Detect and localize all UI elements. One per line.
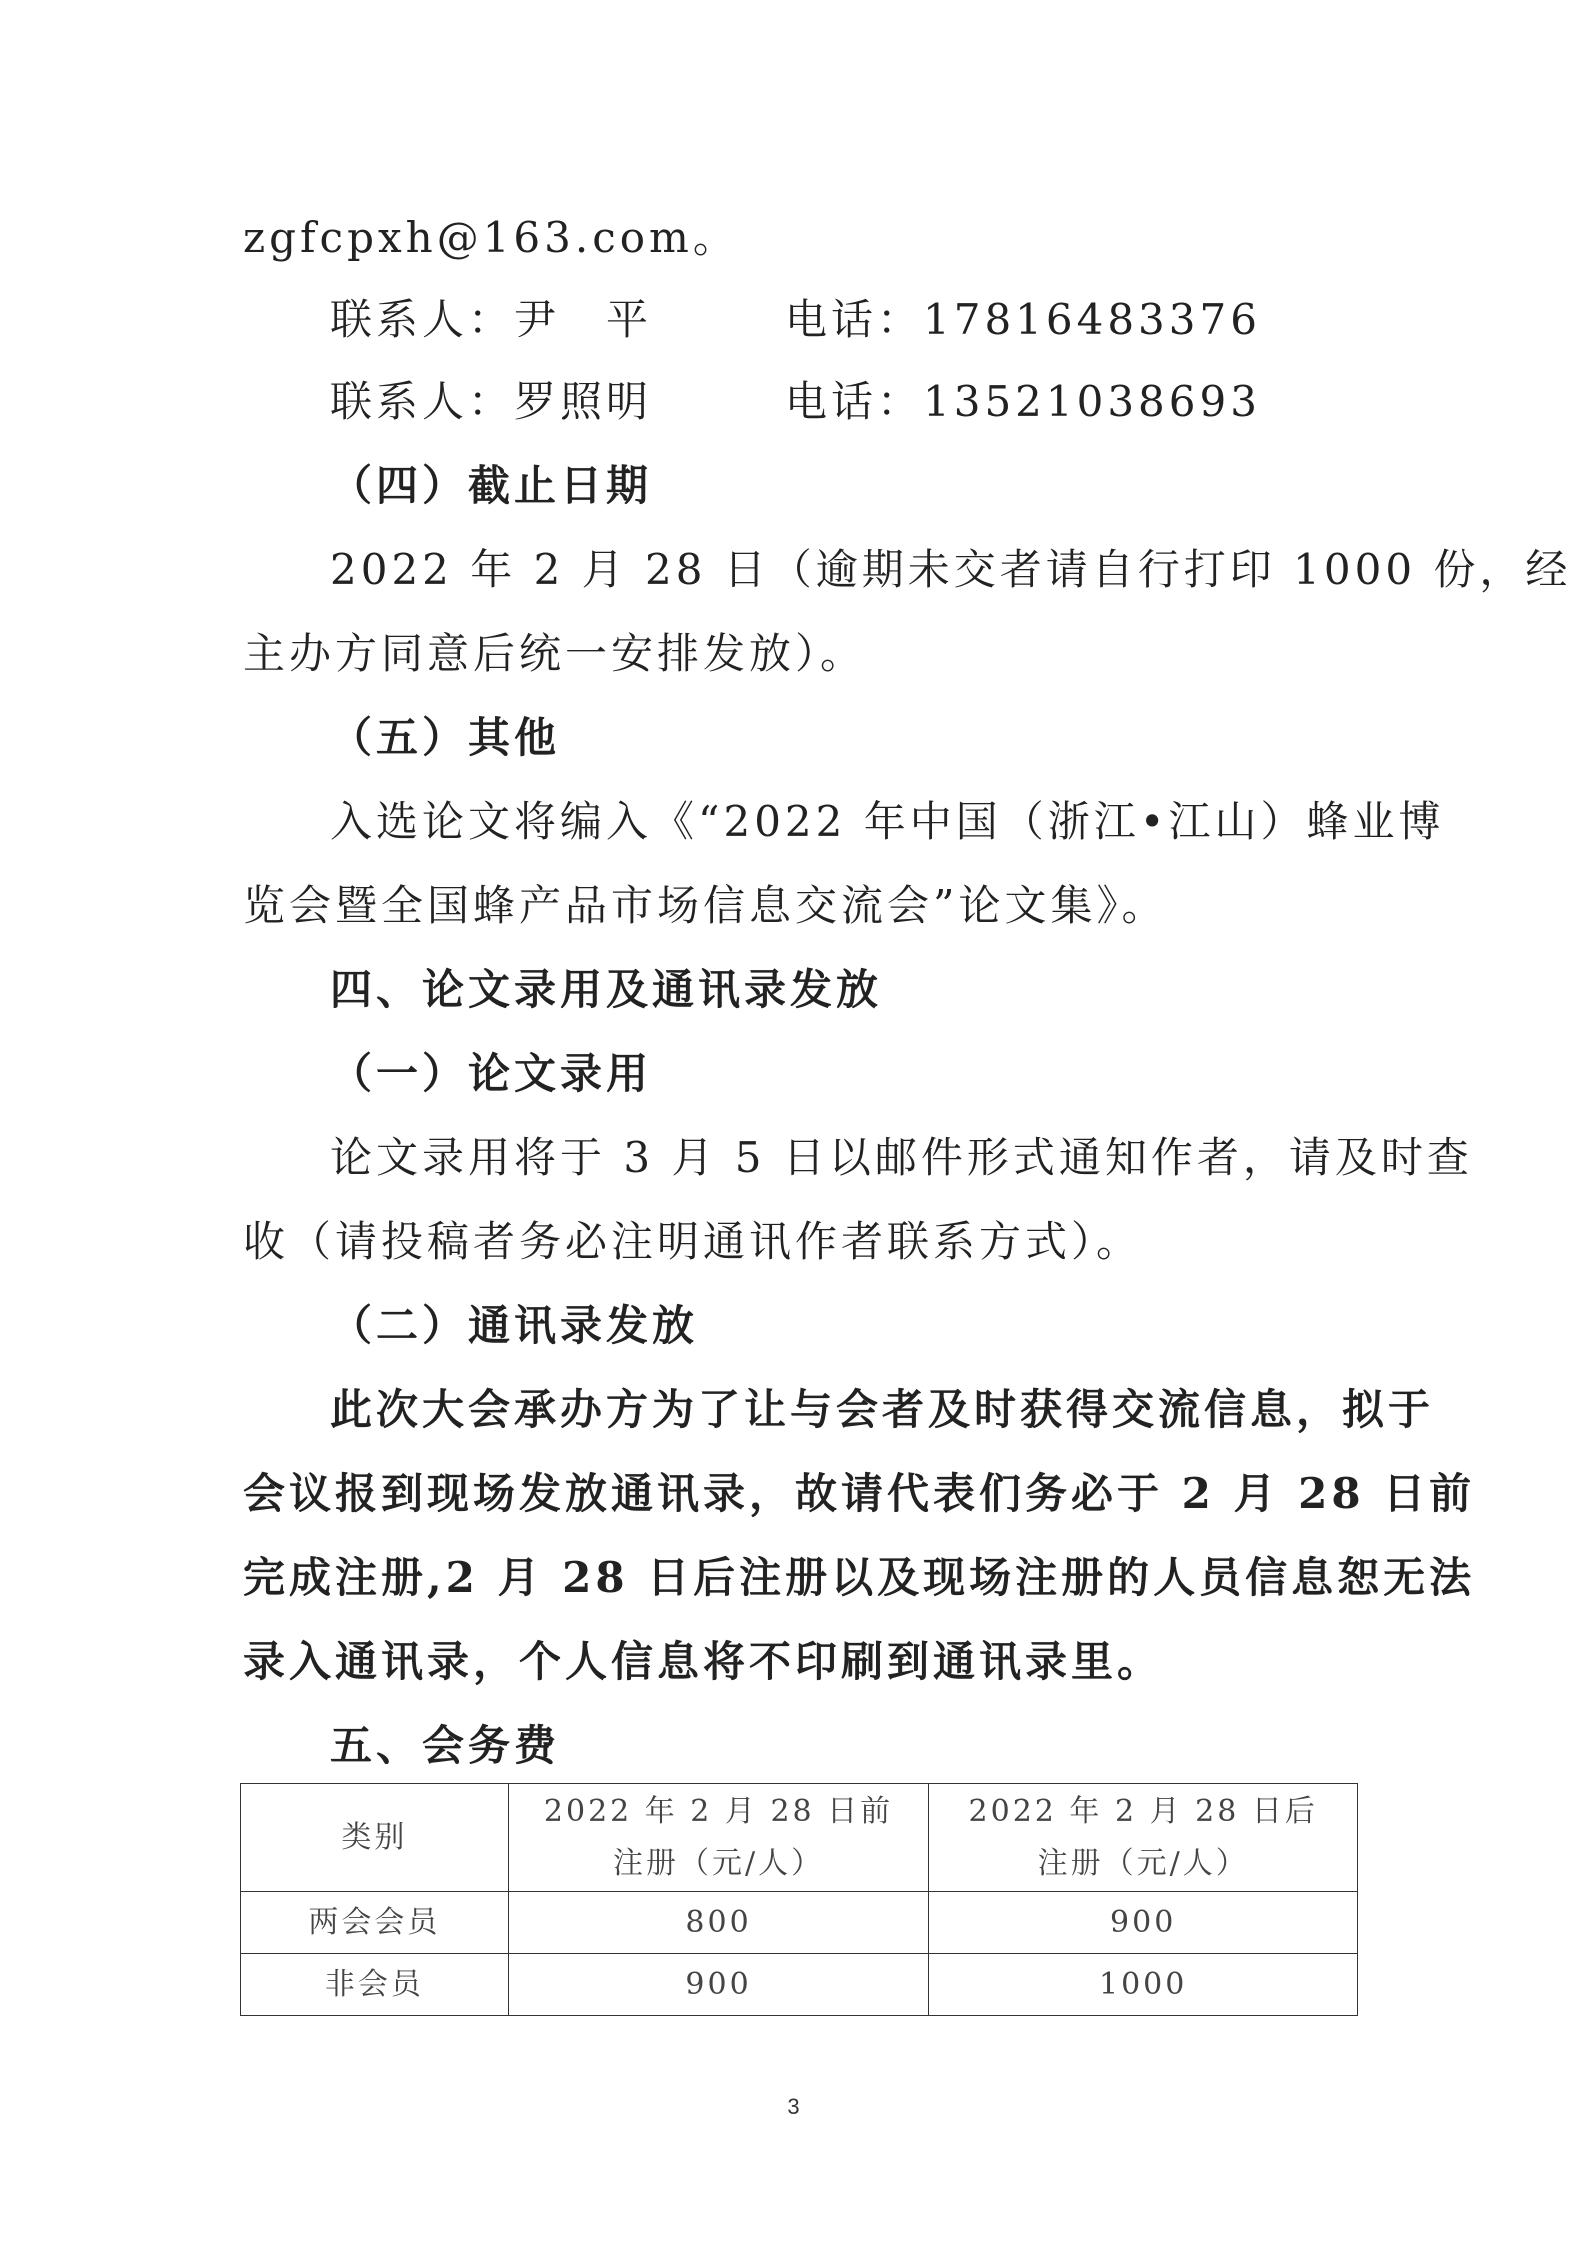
other-paragraph-line-2: 览会暨全国蜂产品市场信息交流会”论文集》。: [243, 881, 1168, 930]
directory-paragraph-line-4: 录入通讯录，个人信息将不印刷到通讯录里。: [243, 1637, 1164, 1686]
directory-paragraph-line-1: 此次大会承办方为了让与会者及时获得交流信息，拟于: [330, 1385, 1435, 1434]
header-after-line-1: 2022 年 2 月 28 日后: [968, 1793, 1318, 1829]
fee-table: [240, 1783, 1358, 2016]
fee-table-header-row: [241, 1784, 1358, 1892]
header-before-line-2: 注册（元/人）: [612, 1845, 825, 1881]
acceptance-paragraph-line-1: 论文录用将于 3 月 5 日以邮件形式通知作者，请及时查: [330, 1133, 1473, 1182]
contact-1-name: 联系人：尹 平: [330, 295, 653, 344]
deadline-heading: （四）截止日期: [330, 461, 653, 510]
directory-paragraph-line-2: 会议报到现场发放通讯录，故请代表们务必于 2 月 28 日前: [243, 1469, 1476, 1518]
table-row: [241, 1954, 1358, 2016]
other-paragraph-line-1: 入选论文将编入《“2022 年中国（浙江•江山）蜂业博: [330, 797, 1445, 846]
other-heading: （五）其他: [330, 713, 561, 762]
directory-heading: （二）通讯录发放: [330, 1301, 699, 1350]
row-category: 非会员: [241, 1954, 509, 2016]
page-number: 3: [787, 2094, 800, 2119]
row-before-fee: 800: [508, 1892, 929, 1954]
contact-1-phone: 电话：17816483376: [785, 295, 1261, 344]
row-after-fee: 900: [929, 1892, 1358, 1954]
header-after-line-2: 注册（元/人）: [1037, 1845, 1249, 1881]
row-before-fee: 900: [508, 1954, 929, 2016]
deadline-paragraph-line-2: 主办方同意后统一安排发放）。: [243, 629, 867, 678]
acceptance-heading: （一）论文录用: [330, 1049, 653, 1098]
deadline-paragraph-line-1: 2022 年 2 月 28 日（逾期未交者请自行打印 1000 份，经: [330, 545, 1572, 594]
row-after-fee: 1000: [929, 1954, 1358, 2016]
section-5-heading: 五、会务费: [330, 1721, 561, 1770]
directory-paragraph-line-3: 完成注册,2 月 28 日后注册以及现场注册的人员信息恕无法: [243, 1553, 1476, 1602]
acceptance-paragraph-line-2: 收（请投稿者务必注明通讯作者联系方式）。: [243, 1217, 1143, 1266]
table-row: [241, 1892, 1358, 1954]
contact-2-phone: 电话：13521038693: [785, 377, 1261, 426]
contact-2-name: 联系人：罗照明: [330, 377, 653, 426]
row-category: 两会会员: [241, 1892, 509, 1954]
header-after-deadline: [929, 1784, 1358, 1892]
header-category: 类别: [241, 1784, 509, 1892]
header-before-deadline: [508, 1784, 929, 1892]
section-4-heading: 四、论文录用及通讯录发放: [330, 965, 883, 1014]
header-before-line-1: 2022 年 2 月 28 日前: [543, 1793, 894, 1829]
email-line: zgfcpxh@163.com。: [243, 213, 739, 262]
